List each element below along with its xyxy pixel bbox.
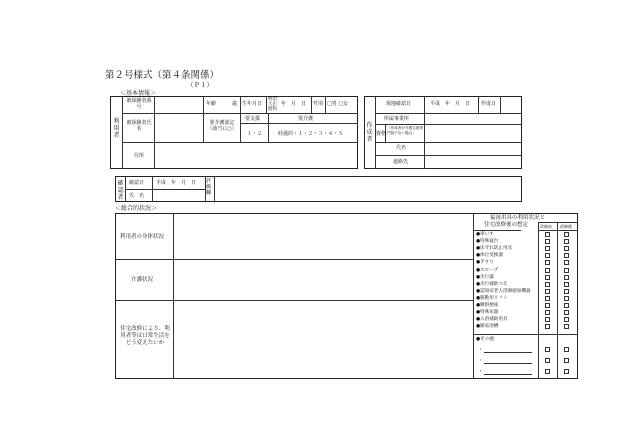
birth-date: 年 月 日 [281, 101, 307, 107]
checkbox-before[interactable] [545, 296, 550, 301]
welfare-title: 福祉用具の利用状況と [490, 215, 546, 221]
care-status-label: 介護状況 [131, 277, 154, 283]
form-title: 第２号様式（第４条関係） [105, 70, 220, 81]
welfare-item-label: ●簡易浴槽 [476, 324, 499, 330]
welfare-item-label: ●認知症老人徘徊感知機器 [476, 288, 531, 294]
care-levels[interactable]: 経過的・１・２・３・４・５ [278, 131, 344, 137]
welfare-item-label: ●手すり [476, 260, 494, 266]
other-line: ・ [478, 358, 484, 364]
basic-section-label: ＜基本情報＞ [120, 90, 157, 97]
sex-label: 性別 [313, 101, 324, 107]
checkbox-after[interactable] [564, 303, 569, 308]
office-label: 所属事業所 [384, 116, 410, 122]
age-label: 年齢 [206, 101, 217, 107]
care-cert-label: 要介護認定（該当に○） [207, 120, 237, 132]
creator-name-label: 氏名 [396, 145, 407, 151]
checkbox-before[interactable] [545, 303, 550, 308]
checkbox-other-after[interactable] [564, 347, 569, 352]
welfare-item-label: ●スロープ [476, 267, 499, 273]
body-status-label: 利用者の身体状況 [120, 234, 165, 240]
checkbox-other-after[interactable] [564, 369, 569, 374]
welfare-item-label: ●床ずれ防止用具 [476, 246, 513, 252]
checker-name-label: 氏 名 [129, 193, 145, 199]
birth-label: 生年月日 [242, 101, 263, 107]
checker-label: 確認者 [117, 180, 124, 201]
checkbox-before[interactable] [545, 253, 550, 258]
welfare-item-label: ●歩行補助つえ [476, 281, 508, 287]
checkbox-after[interactable] [564, 232, 569, 237]
insured-name-label: 被保険者氏名 [126, 120, 152, 132]
checkbox-before[interactable] [545, 324, 550, 329]
insured-no-label: 被保険者番号 [126, 98, 152, 110]
other-input-line[interactable] [484, 374, 532, 375]
era-label: 明治大正昭和 [268, 97, 277, 112]
welfare-header-divider [538, 230, 578, 231]
checkbox-after[interactable] [564, 296, 569, 301]
welfare-item-label: ●体位変換器 [476, 253, 503, 259]
age-unit: 歳 [232, 101, 238, 107]
checkbox-before[interactable] [545, 275, 550, 280]
eval-label: 評価欄 [206, 178, 212, 196]
checkbox-after[interactable] [564, 324, 569, 329]
welfare-item-label: ●特殊寝台 [476, 239, 499, 245]
site-check-date[interactable]: 平成 年 月 日 [430, 101, 471, 107]
welfare-item-label: ●歩行器 [476, 274, 494, 280]
address-label: 住所 [134, 153, 145, 159]
welfare-item-label: ●車いす [476, 232, 494, 237]
checker-date-label: 確認日 [129, 180, 145, 186]
checkbox-before[interactable] [545, 246, 550, 251]
checkbox-after[interactable] [564, 275, 569, 280]
checkbox-after[interactable] [564, 268, 569, 273]
creator-label: 作成者 [366, 122, 373, 143]
checkbox-before[interactable] [545, 282, 550, 287]
checkbox-before[interactable] [545, 260, 550, 265]
checkbox-after[interactable] [564, 317, 569, 322]
sex-options[interactable]: □男 □女 [327, 101, 349, 107]
checkbox-after[interactable] [564, 253, 569, 258]
care-label: 要介護 [298, 116, 314, 122]
created-date-label: 作成日 [481, 101, 497, 107]
checkbox-before[interactable] [545, 289, 550, 294]
checkbox-after[interactable] [564, 246, 569, 251]
checkbox-after[interactable] [564, 310, 569, 315]
user-label: 利用者 [113, 118, 120, 139]
checkbox-before[interactable] [545, 310, 550, 315]
welfare-item-label: ●移動用リフト [476, 295, 508, 301]
col-before: 改修前 [540, 224, 552, 229]
welfare-subtitle: 住宅改修後の想定 [484, 222, 529, 228]
renovation-goal-label: 住宅改修により、利用者等は日常生活をどう変えたいか [120, 326, 170, 346]
other-input-line[interactable] [484, 363, 532, 364]
checkbox-other-after[interactable] [564, 358, 569, 363]
other-input-line[interactable] [484, 352, 532, 353]
overall-section-label: ＜総合的状況＞ [115, 205, 158, 212]
welfare-item-label: ●入浴補助用具 [476, 317, 508, 323]
page-number: （Ｐ１） [187, 81, 213, 89]
checkbox-after[interactable] [564, 282, 569, 287]
checkbox-before[interactable] [545, 232, 550, 237]
checker-date[interactable]: 平成 年 月 日 [156, 180, 197, 186]
support-label: 要支援 [245, 116, 261, 122]
other-line: ・ [478, 347, 484, 353]
contact-label: 連絡先 [393, 159, 409, 165]
checkbox-after[interactable] [564, 289, 569, 294]
support-levels[interactable]: １・２ [247, 131, 263, 137]
welfare-item-label: ●腰掛便座 [476, 303, 499, 308]
checkbox-before[interactable] [545, 317, 550, 322]
checkbox-after[interactable] [564, 260, 569, 265]
site-check-date-label: 現地確認日 [386, 101, 412, 107]
welfare-item-label: ●特殊尿器 [476, 310, 499, 316]
qualification-note: （作成者が介護支援専門員でない場合） [387, 126, 423, 135]
overall-table [115, 213, 578, 379]
checkbox-before[interactable] [545, 268, 550, 273]
checkbox-other-before[interactable] [545, 369, 550, 374]
col-after: 改修後 [560, 224, 572, 229]
other-line: ・ [478, 369, 484, 375]
checkbox-other-before[interactable] [545, 358, 550, 363]
other-label: ●その他 [476, 337, 495, 342]
qualification-label: 資格 [376, 131, 387, 137]
checkbox-other-before[interactable] [545, 347, 550, 352]
checkbox-after[interactable] [564, 239, 569, 244]
welfare-other-divider [473, 334, 578, 335]
checkbox-before[interactable] [545, 239, 550, 244]
